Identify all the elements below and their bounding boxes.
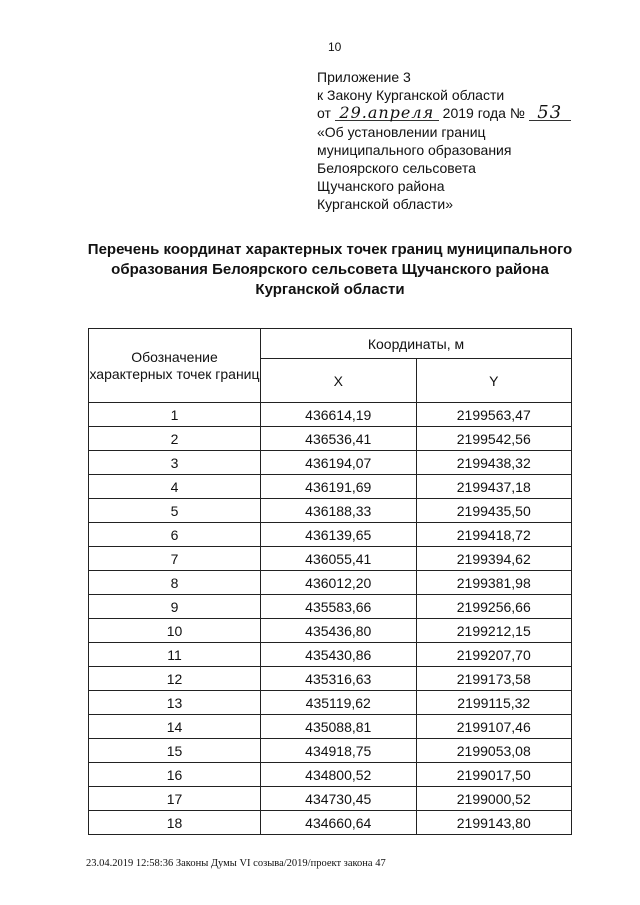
y-coordinate-cell: 2199017,50 [416, 763, 572, 787]
y-coordinate-cell: 2199115,32 [416, 691, 572, 715]
appendix-line: «Об установлении границ [317, 123, 486, 140]
x-coordinate-cell: 434730,45 [261, 787, 417, 811]
y-coordinate-cell: 2199437,18 [416, 475, 572, 499]
point-number-cell: 7 [89, 547, 261, 571]
table-row [89, 763, 572, 787]
x-coordinate-cell: 436055,41 [261, 547, 417, 571]
point-number-cell: 12 [89, 667, 261, 691]
y-coordinate-cell: 2199542,56 [416, 427, 572, 451]
table-row [89, 475, 572, 499]
x-coordinate-cell: 436139,65 [261, 523, 417, 547]
x-coordinate-cell: 434800,52 [261, 763, 417, 787]
point-number-cell: 2 [89, 427, 261, 451]
point-number-cell: 10 [89, 619, 261, 643]
y-coordinate-cell: 2199438,32 [416, 451, 572, 475]
table-row [89, 451, 572, 475]
table-row [89, 571, 572, 595]
y-coordinate-cell: 2199107,46 [416, 715, 572, 739]
header-y: Y [416, 359, 572, 403]
x-coordinate-cell: 436194,07 [261, 451, 417, 475]
title-line: Перечень координат характерных точек границ муниципального [87, 241, 573, 258]
x-coordinate-cell: 435430,86 [261, 643, 417, 667]
y-coordinate-cell: 2199000,52 [416, 787, 572, 811]
point-number-cell: 15 [89, 739, 261, 763]
handwritten-law-number: 53 [529, 106, 571, 121]
point-number-cell: 11 [89, 643, 261, 667]
point-number-cell: 3 [89, 451, 261, 475]
point-number-cell: 17 [89, 787, 261, 811]
header-x: X [261, 359, 417, 403]
y-coordinate-cell: 2199394,62 [416, 547, 572, 571]
x-coordinate-cell: 436191,69 [261, 475, 417, 499]
y-coordinate-cell: 2199563,47 [416, 403, 572, 427]
x-coordinate-cell: 436188,33 [261, 499, 417, 523]
point-number-cell: 6 [89, 523, 261, 547]
x-coordinate-cell: 434660,64 [261, 811, 417, 835]
y-coordinate-cell: 2199256,66 [416, 595, 572, 619]
appendix-line: Приложение 3 [317, 69, 411, 85]
x-coordinate-cell: 435088,81 [261, 715, 417, 739]
table-row [89, 643, 572, 667]
x-coordinate-cell: 436614,19 [261, 403, 417, 427]
footer-stamp: 23.04.2019 12:58:36 Законы Думы VI созыва/2019/проект закона 47 [86, 858, 386, 869]
appendix-line: Курганской области» [317, 196, 454, 213]
table-row [89, 715, 572, 739]
point-number-cell: 1 [89, 403, 261, 427]
table-body [89, 403, 572, 835]
y-coordinate-cell: 2199173,58 [416, 667, 572, 691]
table-row [89, 667, 572, 691]
appendix-line: муниципального образования [317, 141, 512, 158]
header-point-name: Обозначение характерных точек границ [89, 329, 261, 403]
x-coordinate-cell: 435436,80 [261, 619, 417, 643]
table-row [89, 523, 572, 547]
appendix-line: к Закону Курганской области [317, 87, 505, 104]
point-number-cell: 5 [89, 499, 261, 523]
y-coordinate-cell: 2199435,50 [416, 499, 572, 523]
x-coordinate-cell: 435119,62 [261, 691, 417, 715]
title-line: Курганской области [255, 281, 405, 298]
x-coordinate-cell: 435316,63 [261, 667, 417, 691]
title-line: образования Белоярского сельсовета Щучанского района [111, 261, 549, 278]
x-coordinate-cell: 436536,41 [261, 427, 417, 451]
table-row [89, 691, 572, 715]
x-coordinate-cell: 434918,75 [261, 739, 417, 763]
handwritten-date: 29.апреля [335, 106, 439, 121]
appendix-date-line [317, 104, 571, 122]
point-number-cell: 16 [89, 763, 261, 787]
page-number: 10 [328, 40, 342, 54]
table-row [89, 595, 572, 619]
y-coordinate-cell: 2199207,70 [416, 643, 572, 667]
x-coordinate-cell: 436012,20 [261, 571, 417, 595]
y-coordinate-cell: 2199212,15 [416, 619, 572, 643]
point-number-cell: 13 [89, 691, 261, 715]
appendix-header [317, 68, 571, 214]
point-number-cell: 14 [89, 715, 261, 739]
appendix-line: Белоярского сельсовета [317, 160, 476, 177]
header-coordinates: Координаты, м [261, 329, 572, 359]
table-row [89, 739, 572, 763]
table-row [89, 619, 572, 643]
coordinates-table [88, 328, 572, 835]
table-row [89, 787, 572, 811]
point-number-cell: 4 [89, 475, 261, 499]
appendix-line: Щучанского района [317, 178, 445, 195]
point-number-cell: 18 [89, 811, 261, 835]
document-title [60, 240, 600, 300]
y-coordinate-cell: 2199053,08 [416, 739, 572, 763]
year-number-label: 2019 года № [442, 105, 525, 122]
table-row [89, 499, 572, 523]
date-prefix: от [317, 105, 331, 122]
table-row [89, 547, 572, 571]
table-row [89, 811, 572, 835]
table-row [89, 403, 572, 427]
x-coordinate-cell: 435583,66 [261, 595, 417, 619]
y-coordinate-cell: 2199381,98 [416, 571, 572, 595]
point-number-cell: 8 [89, 571, 261, 595]
y-coordinate-cell: 2199418,72 [416, 523, 572, 547]
point-number-cell: 9 [89, 595, 261, 619]
table-row [89, 427, 572, 451]
y-coordinate-cell: 2199143,80 [416, 811, 572, 835]
